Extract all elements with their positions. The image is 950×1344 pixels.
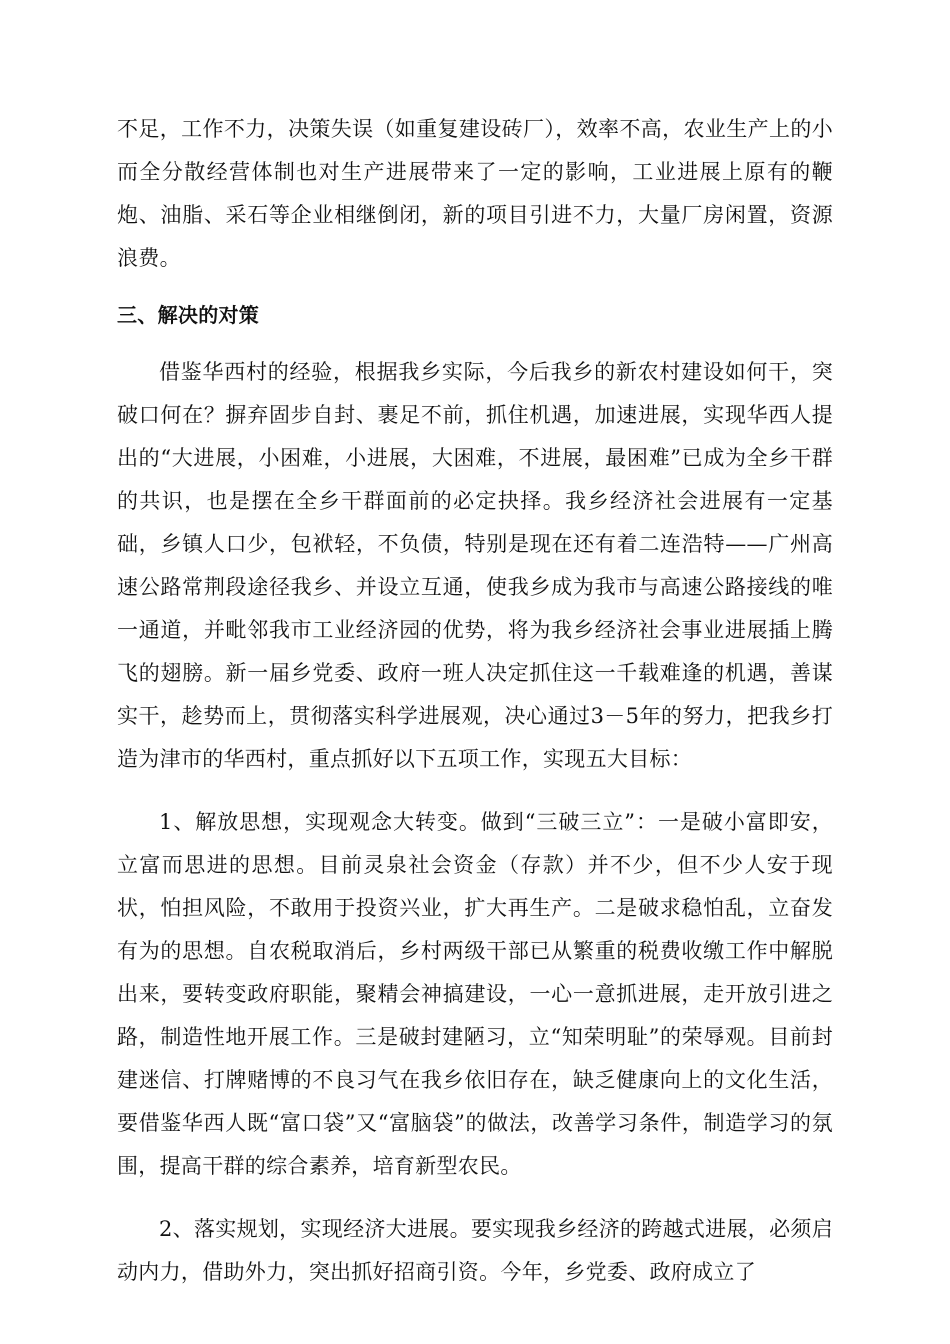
section-heading: 三、解决的对策 [117,303,260,327]
paragraph-item-1: 1、解放思想，实现观念大转变。做到“三破三立”：一是破小富即安，立富而思进的思想。目前灵泉社会资金（存款）并不少，但不少人安于现状，怕担风险，不敢用于投资兴业，扩大再生产。二是破求稳怕乱，立奋发有为的思想。自农税取消后，乡村两级干部已从繁重的税费收缴工作中解脱出来，要转变政府职能，聚精会神搞建设，一心一意抓进展，走开放引进之路，制造性地开展工作。三是破封建陋习，立“知荣明耻”的荣辱观。目前封建迷信、打牌赌博的不良习气在我乡依旧存在，缺乏健康向上的文化生活，要借鉴华西人既“富口袋”又“富脑袋”的做法，改善学习条件，制造学习的氛围，提高干群的综合素养，培育新型农民。 [117,810,833,1178]
paragraph-continuation: 不足，工作不力，决策失误（如重复建设砖厂），效率不高，农业生产上的小而全分散经营体制也对生产进展带来了一定的影响，工业进展上原有的鞭炮、油脂、采石等企业相继倒闭，新的项目引进不力，大量厂房闲置，资源浪费。 [117,117,833,270]
paragraph-item-2: 2、落实规划，实现经济大进展。要实现我乡经济的跨越式进展，必须启动内力，借助外力，突出抓好招商引资。今年，乡党委、政府成立了 [117,1217,833,1284]
paragraph-countermeasures-intro: 借鉴华西村的经验，根据我乡实际，今后我乡的新农村建设如何干，突破口何在？摒弃固步自封、裹足不前，抓住机遇，加速进展，实现华西人提出的“大进展，小困难，小进展，大困难，不进展，最困难”已成为全乡干群的共识，也是摆在全乡干群面前的必定抉择。我乡经济社会进展有一定基础，乡镇人口少，包袱轻，不负债，特别是现在还有着二连浩特——广州高速公路常荆段途径我乡、并设立互通，使我乡成为我市与高速公路接线的唯一通道，并毗邻我市工业经济园的优势，将为我乡经济社会事业进展插上腾飞的翅膀。新一届乡党委、政府一班人决定抓住这一千载难逢的机遇，善谋实干，趁势而上，贯彻落实科学进展观，决心通过3－5年的努力，把我乡打造为津市的华西村，重点抓好以下五项工作，实现五大目标： [117,360,833,771]
document-body [117,108,833,1294]
